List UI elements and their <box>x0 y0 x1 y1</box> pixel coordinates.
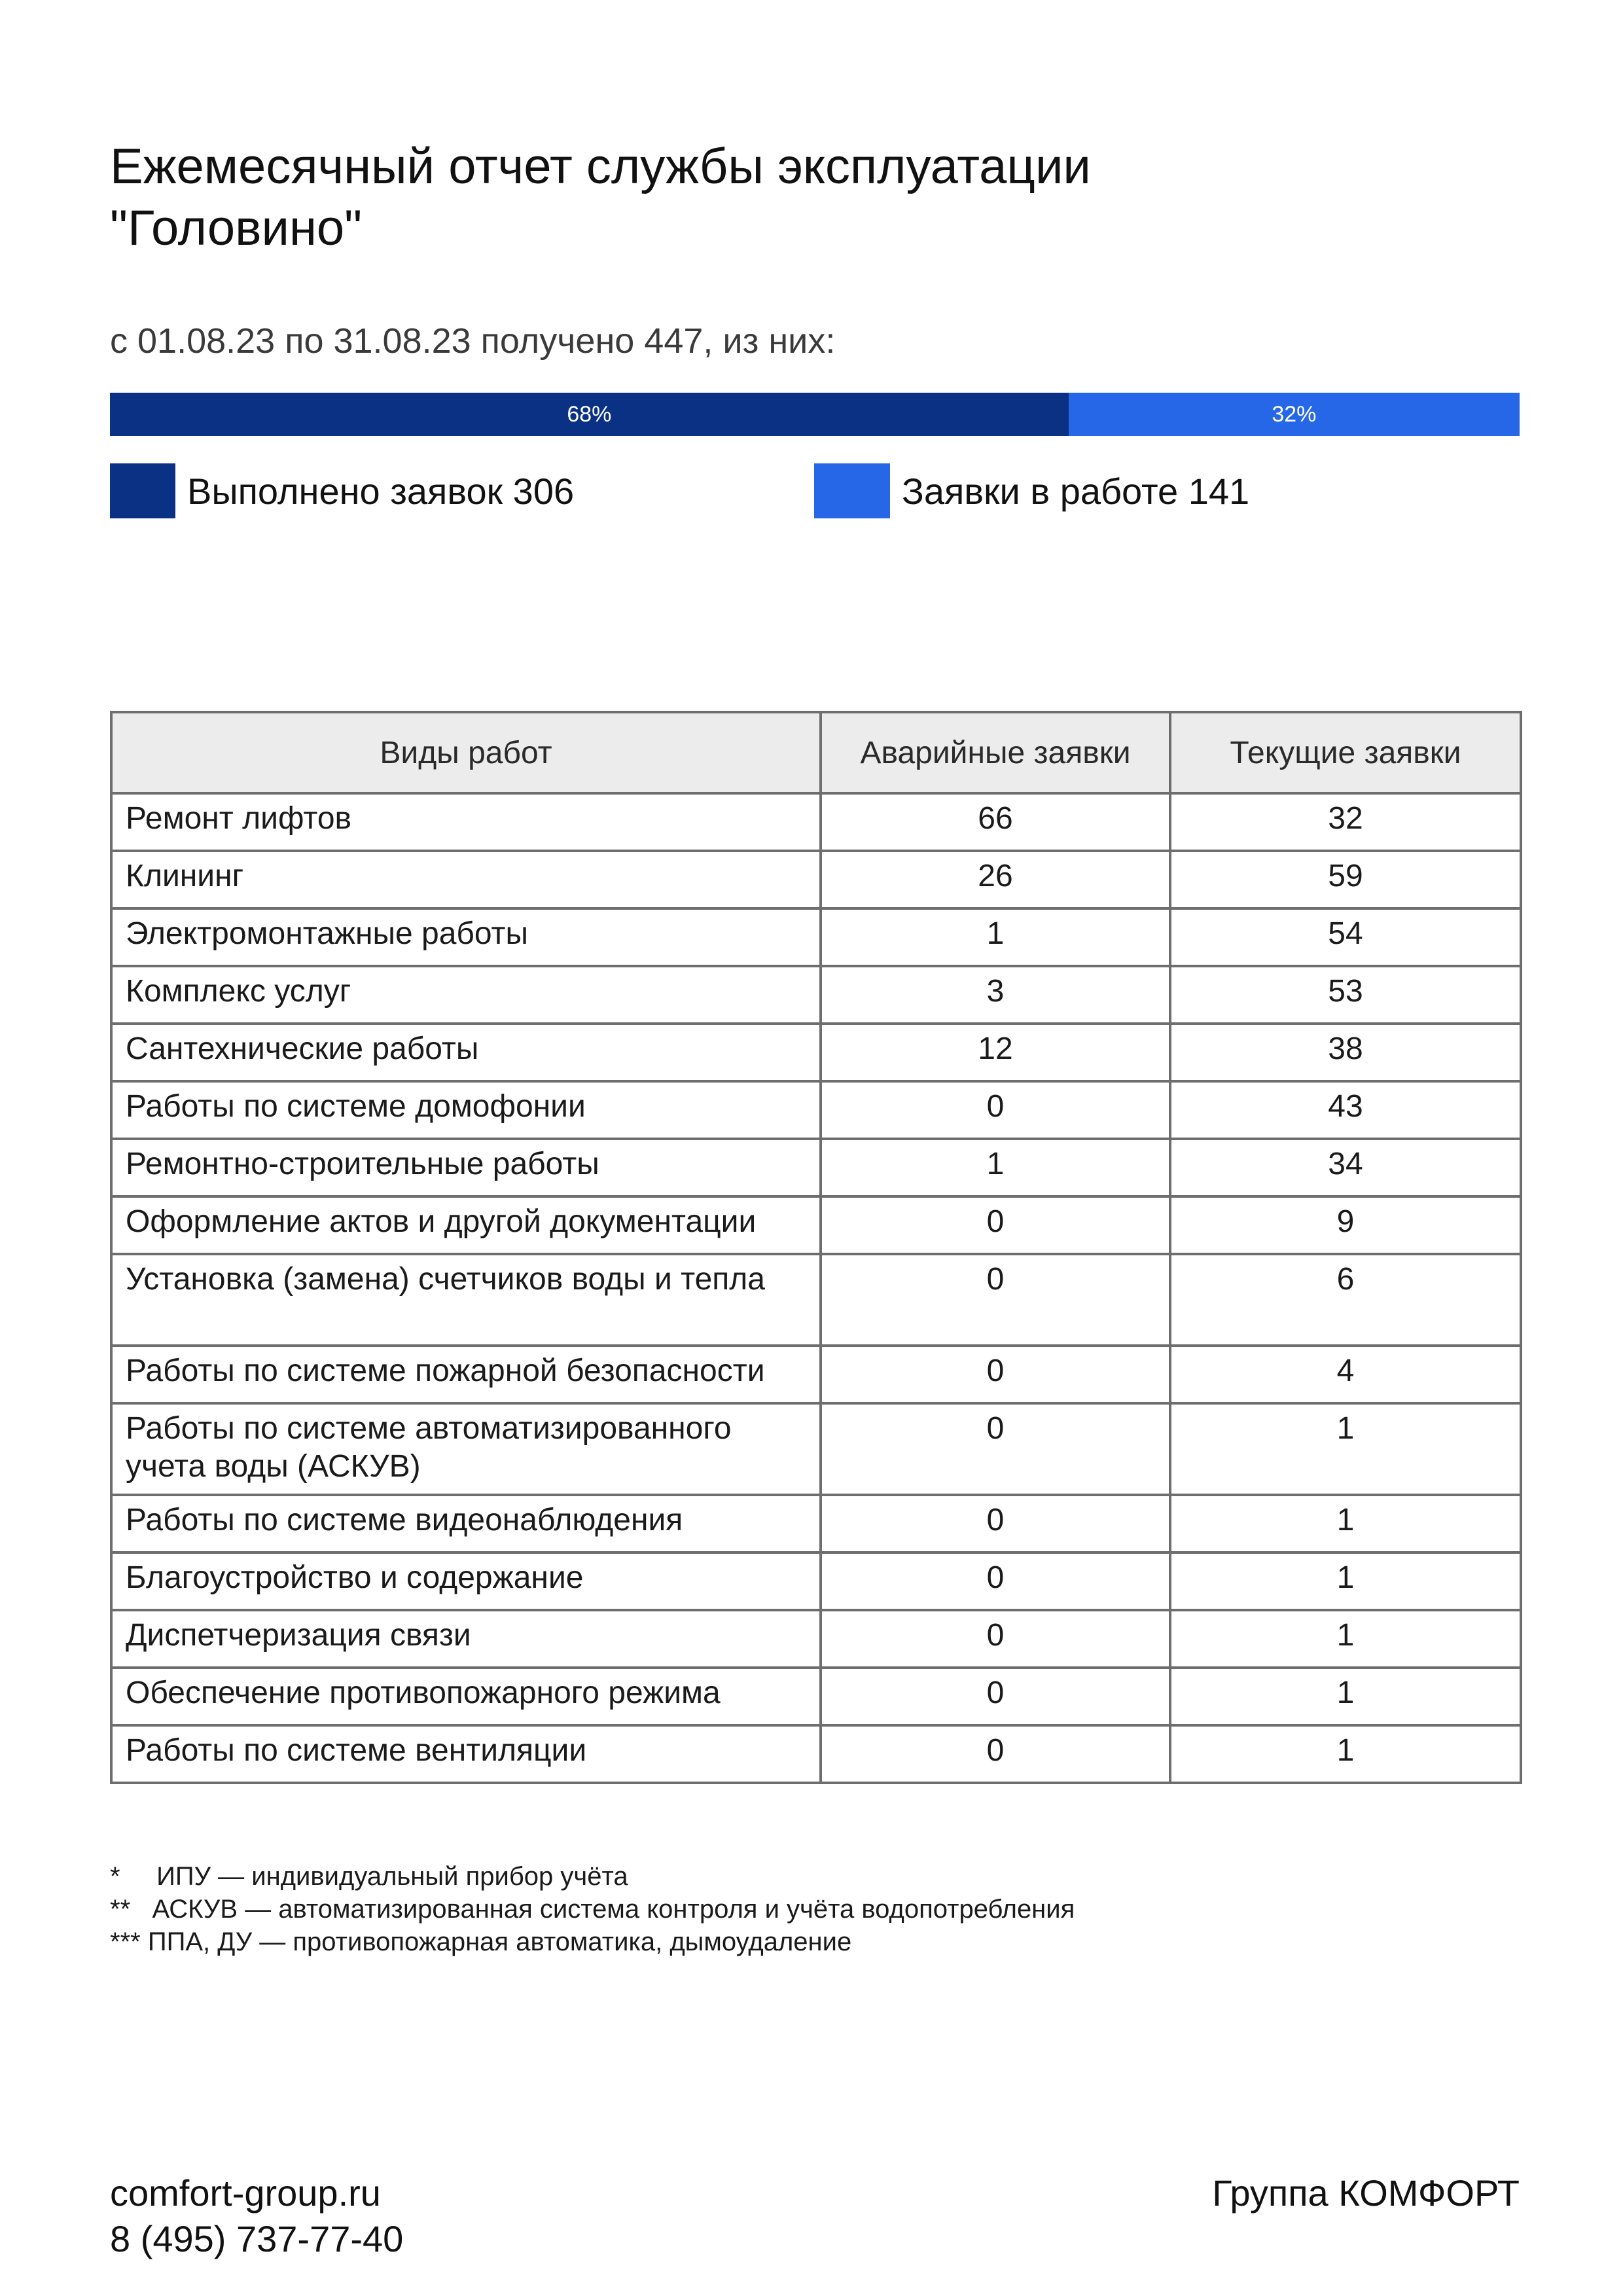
work-type-cell: Благоустройство и содержание <box>111 1552 821 1610</box>
page-title <box>110 136 1550 259</box>
table-row <box>111 966 1521 1024</box>
current-count-cell: 1 <box>1170 1610 1521 1668</box>
emergency-count-cell: 1 <box>821 908 1170 966</box>
table-row <box>111 1552 1521 1610</box>
progress-done-segment <box>110 393 1069 436</box>
column-header-emergency: Аварийные заявки <box>821 712 1170 793</box>
current-count-cell: 4 <box>1170 1346 1521 1403</box>
legend-done-swatch <box>110 463 175 518</box>
work-type-cell: Сантехнические работы <box>111 1024 821 1081</box>
progress-work-label: 32% <box>1272 401 1317 427</box>
work-type-cell: Диспетчеризация связи <box>111 1610 821 1668</box>
current-count-cell: 43 <box>1170 1081 1521 1139</box>
works-table <box>110 711 1522 1784</box>
table-row <box>111 1403 1521 1495</box>
column-header-work-type: Виды работ <box>111 712 821 793</box>
table-row <box>111 908 1521 966</box>
column-header-current: Текущие заявки <box>1170 712 1521 793</box>
work-type-cell: Ремонт лифтов <box>111 793 821 851</box>
emergency-count-cell: 0 <box>821 1725 1170 1783</box>
work-type-cell: Клининг <box>111 851 821 908</box>
emergency-count-cell: 0 <box>821 1254 1170 1346</box>
emergency-count-cell: 0 <box>821 1346 1170 1403</box>
work-type-cell: Комплекс услуг <box>111 966 821 1024</box>
legend-work <box>814 463 1249 518</box>
table-row <box>111 1346 1521 1403</box>
table-row <box>111 1610 1521 1668</box>
emergency-count-cell: 3 <box>821 966 1170 1024</box>
table-row <box>111 793 1521 851</box>
phone-number: 8 (495) 737-77-40 <box>110 2218 404 2259</box>
legend-work-label: Заявки в работе 141 <box>902 470 1250 512</box>
current-count-cell: 38 <box>1170 1024 1521 1081</box>
emergency-count-cell: 26 <box>821 851 1170 908</box>
work-type-cell: Ремонтно-строительные работы <box>111 1139 821 1196</box>
legend-done-label: Выполнено заявок 306 <box>187 470 575 512</box>
current-count-cell: 59 <box>1170 851 1521 908</box>
footnote-ppa: *** ППА, ДУ — противопожарная автоматика, дымоудаление <box>110 1928 852 1956</box>
emergency-count-cell: 1 <box>821 1139 1170 1196</box>
footnote-ipu: * ИПУ — индивидуальный прибор учёта <box>110 1862 628 1891</box>
emergency-count-cell: 12 <box>821 1024 1170 1081</box>
table-row <box>111 1139 1521 1196</box>
legend-work-swatch <box>814 463 890 518</box>
current-count-cell: 1 <box>1170 1495 1521 1552</box>
current-count-cell: 32 <box>1170 793 1521 851</box>
work-type-cell: Установка (замена) счетчиков воды и тепла <box>111 1254 821 1346</box>
emergency-count-cell: 0 <box>821 1196 1170 1254</box>
table-row <box>111 1668 1521 1725</box>
work-type-cell: Работы по системе домофонии <box>111 1081 821 1139</box>
completion-progress-bar <box>110 393 1520 436</box>
emergency-count-cell: 66 <box>821 793 1170 851</box>
current-count-cell: 34 <box>1170 1139 1521 1196</box>
progress-work-segment <box>1069 393 1520 436</box>
current-count-cell: 1 <box>1170 1552 1521 1610</box>
current-count-cell: 53 <box>1170 966 1521 1024</box>
work-type-cell: Электромонтажные работы <box>111 908 821 966</box>
table-row <box>111 851 1521 908</box>
work-type-cell: Работы по системе видеонаблюдения <box>111 1495 821 1552</box>
table-row <box>111 1024 1521 1081</box>
work-type-cell: Обеспечение противопожарного режима <box>111 1668 821 1725</box>
work-type-cell: Работы по системе вентиляции <box>111 1725 821 1783</box>
work-type-cell: Работы по системе пожарной безопасности <box>111 1346 821 1403</box>
emergency-count-cell: 0 <box>821 1552 1170 1610</box>
emergency-count-cell: 0 <box>821 1081 1170 1139</box>
emergency-count-cell: 0 <box>821 1610 1170 1668</box>
current-count-cell: 9 <box>1170 1196 1521 1254</box>
brand-name: Группа КОМФОРТ <box>1212 2172 1520 2214</box>
current-count-cell: 54 <box>1170 908 1521 966</box>
website-link[interactable]: comfort-group.ru <box>110 2172 381 2214</box>
emergency-count-cell: 0 <box>821 1403 1170 1495</box>
table-row <box>111 1081 1521 1139</box>
progress-done-label: 68% <box>567 401 612 427</box>
legend-done <box>110 463 574 518</box>
table-header-row <box>111 712 1521 793</box>
footnotes <box>110 1860 1075 1958</box>
table-row <box>111 1495 1521 1552</box>
table-row <box>111 1725 1521 1783</box>
table-row <box>111 1254 1521 1346</box>
footnote-askuv: ** АСКУВ — автоматизированная система контроля и учёта водопотребления <box>110 1895 1075 1924</box>
period-summary: с 01.08.23 по 31.08.23 получено 447, из них: <box>110 321 836 361</box>
emergency-count-cell: 0 <box>821 1495 1170 1552</box>
title-line-1: Ежемесячный отчет службы эксплуатации <box>110 139 1091 194</box>
emergency-count-cell: 0 <box>821 1668 1170 1725</box>
contact-info <box>110 2170 403 2262</box>
work-type-cell: Работы по системе автоматизированного учета воды (АСКУВ) <box>111 1403 821 1495</box>
table-row <box>111 1196 1521 1254</box>
current-count-cell: 1 <box>1170 1403 1521 1495</box>
title-line-2: "Головино" <box>110 200 363 256</box>
current-count-cell: 1 <box>1170 1668 1521 1725</box>
work-type-cell: Оформление актов и другой документации <box>111 1196 821 1254</box>
current-count-cell: 6 <box>1170 1254 1521 1346</box>
current-count-cell: 1 <box>1170 1725 1521 1783</box>
